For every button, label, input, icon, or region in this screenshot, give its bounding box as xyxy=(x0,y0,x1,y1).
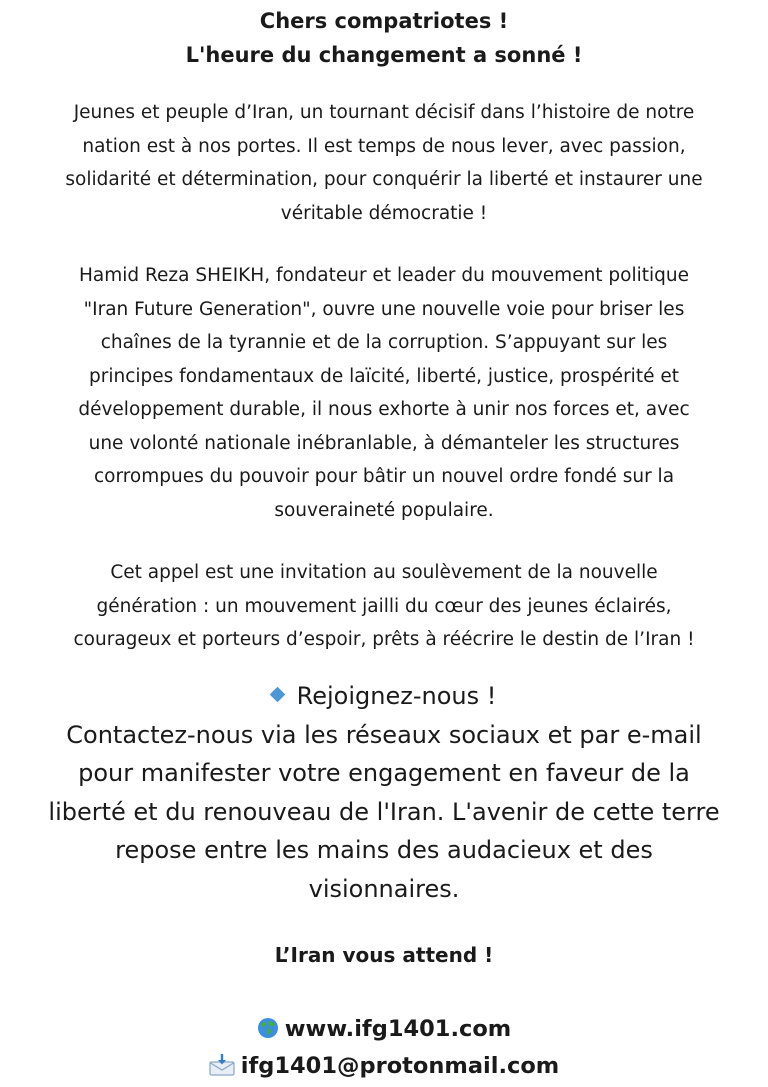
paragraph-line: courageux et porteurs d’espoir, prêts à réécrire le destin de l’Iran ! xyxy=(73,629,695,650)
title-line-2: L'heure du changement a sonné ! xyxy=(185,43,583,67)
paragraph-line: développement durable, il nous exhorte à unir nos forces et, avec xyxy=(78,399,690,420)
join-line: visionnaires. xyxy=(308,874,460,903)
paragraph-line: chaînes de la tyrannie et de la corruption. S’appuyant sur les xyxy=(100,332,668,353)
paragraph-line: génération : un mouvement jailli du cœur des jeunes éclairés, xyxy=(96,595,672,617)
paragraph-line: souveraineté populaire. xyxy=(274,499,494,521)
email-link[interactable]: ifg1401@protonmail.com xyxy=(240,1053,560,1079)
blue-diamond-icon xyxy=(269,687,285,703)
paragraph-line: une volonté nationale inébranlable, à démanteler les structures xyxy=(88,432,680,454)
paragraph-line: "Iran Future Generation", ouvre une nouvelle voie pour briser les xyxy=(83,298,685,320)
paragraph-line: nation est à nos portes. Il est temps de nous lever, avec passion, xyxy=(82,135,686,157)
paragraph-line: Cet appel est une invitation au soulèvement de la nouvelle xyxy=(110,562,658,583)
join-line: Contactez-nous via les réseaux sociaux et par e-mail xyxy=(66,720,702,749)
title-line-1: Chers compatriotes ! xyxy=(259,9,509,33)
paragraph-line: Jeunes et peuple d’Iran, un tournant décisif dans l’histoire de notre xyxy=(73,102,695,123)
globe-icon xyxy=(257,1017,279,1039)
paragraph-line: principes fondamentaux de laïcité, liberté, justice, prospérité et xyxy=(89,365,679,387)
join-line: repose entre les mains des audacieux et des xyxy=(115,836,653,864)
paragraph-line: solidarité et détermination, pour conquérir la liberté et instaurer une xyxy=(65,169,703,190)
paragraph-appeal xyxy=(0,556,768,657)
join-heading-line xyxy=(0,677,768,716)
join-line: liberté et du renouveau de l'Iran. L'avenir de cette terre xyxy=(48,797,720,826)
paragraph-line: Hamid Reza SHEIKH, fondateur et leader du mouvement politique xyxy=(78,265,690,286)
page-title xyxy=(0,4,768,72)
closing-line: L’Iran vous attend ! xyxy=(274,943,494,967)
join-line: pour manifester votre engagement en faveur de la xyxy=(78,759,690,787)
paragraph-line: véritable démocratie ! xyxy=(280,202,488,224)
join-section xyxy=(0,677,768,908)
website-line[interactable] xyxy=(0,1012,768,1046)
paragraph-intro xyxy=(0,96,768,230)
email-line[interactable] xyxy=(0,1049,768,1083)
join-heading: Rejoignez-nous ! xyxy=(296,682,497,710)
paragraph-line: corrompues du pouvoir pour bâtir un nouvel ordre fondé sur la xyxy=(93,466,675,487)
paragraph-leader xyxy=(0,259,768,527)
website-link[interactable]: www.ifg1401.com xyxy=(284,1016,512,1042)
incoming-envelope-icon xyxy=(209,1054,235,1076)
